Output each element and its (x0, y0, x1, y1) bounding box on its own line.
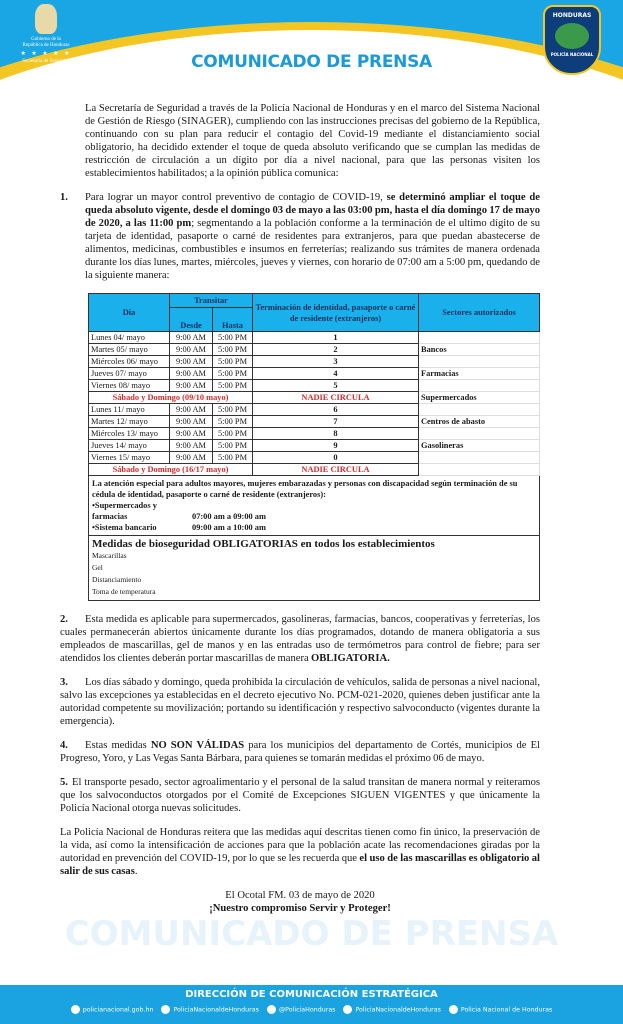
table-row (89, 356, 540, 368)
table-row (89, 404, 540, 416)
cell-sector: Gasolineras (419, 440, 540, 452)
text: para los municipios del departamento de Cortés, municipios de El Progreso, Yoro, y Las Vegas Santa Bárbara, para quienes se tomarán medidas el próximo 06 de mayo. (60, 740, 540, 764)
text: ; segmentando a la población conforme a la terminación de el ultimo dígito de su tarjeta de identidad, pasaporte o carné de residentes para extranjeros, para que puedan abastecerse de alimentos, medicinas, combustibles e insumos en ferreterías; realizando sus trámites de manera ordenada durante los días lunes, martes, miércoles, jueves y viernes, con horario de 07:00 am a 5:00 pm, quedando de la siguiente manera: (85, 218, 540, 281)
col-header-dia: Dia (89, 294, 170, 332)
table-row (89, 344, 540, 356)
cell-hasta: 5:00 PM (213, 452, 253, 464)
signature (60, 889, 540, 915)
cell-desde: 9:00 AM (170, 368, 213, 380)
text: Los días sábado y domingo, queda prohibida la circulación de vehículos, salida de personas a nivel nacional, salvo las excepciones ya establecidas en el decreto ejecutivo No. PCM-021-2020, quienes deben justificar ante la autoridad competente su movilización; portando su identificación y respectivo salvoconducto (vigentes durante la emergencia). (60, 677, 540, 727)
item-2 (60, 613, 540, 665)
cell-desde: 9:00 AM (170, 416, 213, 428)
cell-term: 6 (253, 404, 419, 416)
table-row (89, 428, 540, 440)
item-paragraph (85, 191, 540, 282)
table-row (89, 380, 540, 392)
cell-sector (419, 356, 540, 368)
page-title: COMUNICADO DE PRENSA (191, 52, 432, 72)
cell-hasta: 5:00 PM (213, 332, 253, 344)
cell-hasta: 5:00 PM (213, 356, 253, 368)
cell-desde: 9:00 AM (170, 452, 213, 464)
twitter-icon (267, 1005, 276, 1014)
cell-term: NADIE CIRCULA (253, 392, 419, 404)
badge-emblem-icon (555, 23, 589, 49)
item-paragraph (60, 613, 540, 665)
cell-desde: 9:00 AM (170, 440, 213, 452)
cell-dia: Viernes 08/ mayo (89, 380, 170, 392)
watermark: COMUNICADO DE PRENSA (64, 914, 559, 954)
cell-weekend: Sábado y Domingo (16/17 mayo) (89, 464, 253, 476)
text: Para lograr un mayor control preventivo de contagio de COVID-19, (85, 192, 387, 203)
cell-desde: 9:00 AM (170, 380, 213, 392)
cell-hasta: 5:00 PM (213, 368, 253, 380)
social-link[interactable] (71, 1005, 154, 1014)
intro-paragraph (60, 102, 540, 180)
biosecurity-item: Distanciamiento (92, 575, 142, 584)
social-links (0, 1005, 623, 1014)
bold-text: se determinó ampliar el toque de queda absoluto vigente, desde el domingo 03 de mayo a las 03:00 pm, hasta el día domingo 17 de mayo de 2020, a las 11:00 pm (85, 192, 540, 229)
biosecurity-item: Gel (92, 563, 103, 572)
cell-dia: Viernes 15/ mayo (89, 452, 170, 464)
footer-title: DIRECCIÓN DE COMUNICACIÓN ESTRATÉGICA (185, 989, 438, 1000)
cell-weekend: Sábado y Domingo (09/10 mayo) (89, 392, 253, 404)
bold-text: el uso de las mascarillas es obligatorio al salir de sus casas (60, 853, 540, 877)
social-link[interactable] (343, 1005, 440, 1014)
closing-paragraph (60, 826, 540, 878)
special-time: 09:00 am a 10:00 am (192, 523, 266, 532)
social-link[interactable] (449, 1005, 552, 1014)
col-header-terminacion: Terminación de identidad, pasaporte o carné de residente (extranjeros) (253, 294, 419, 332)
table-row (89, 440, 540, 452)
coat-of-arms-icon (35, 4, 57, 34)
cell-desde: 9:00 AM (170, 404, 213, 416)
web-icon (71, 1005, 80, 1014)
special-time: 07:00 am a 09:00 am (192, 512, 266, 521)
gov-line: Secretaría de Seguridad (22, 59, 70, 64)
cell-sector (419, 332, 540, 344)
table-row (89, 452, 540, 464)
social-link-label: PoliciaNacionaldeHonduras (173, 1006, 259, 1014)
cell-dia: Miércoles 06/ mayo (89, 356, 170, 368)
table-row-weekend (89, 392, 540, 404)
cell-desde: 9:00 AM (170, 344, 213, 356)
facebook-icon (161, 1005, 170, 1014)
social-link[interactable] (267, 1005, 336, 1014)
item-number: 1. (60, 192, 68, 203)
cell-sector (419, 428, 540, 440)
bold-text: OBLIGATORIA. (310, 653, 390, 664)
gov-line: República de Honduras (22, 43, 70, 48)
text: Esta medida es aplicable para supermercados, gasolineras, farmacias, bancos, cooperativas y ferreterías, los cuales permanecerán abiertos únicamente durante los días programados, dotando de manera obligatoria a sus empleados de mascarillas, gel de manos y en las entradas uso de termómetros para control de fiebre; para ser atendidos los clientes deberán portar mascarillas de manera (60, 614, 540, 664)
cell-dia: Lunes 04/ mayo (89, 332, 170, 344)
biosecurity-item: Mascarillas (92, 551, 127, 560)
table-row (89, 368, 540, 380)
col-header-sectores: Sectores autorizados (419, 294, 540, 332)
document-body (60, 102, 559, 954)
biosecurity-title: Medidas de bioseguridad OBLIGATORIAS en todos los establecimientos (92, 538, 435, 550)
col-header-hasta: Hasta (213, 308, 253, 332)
social-link-label: policianacional.gob.hn (82, 1006, 154, 1014)
text: El transporte pesado, sector agroalimentario y el personal de la salud transitan de manera normal y reiteramos que los salvoconductos otorgados por el Comité de Excepciones SIGUEN VIGENTES y que únicamente la Policía Nacional otorga nuevas solicitudes. (60, 777, 540, 814)
cell-sector: Centros de abasto (419, 416, 540, 428)
cell-hasta: 5:00 PM (213, 344, 253, 356)
item-paragraph (60, 676, 540, 728)
special-label: •Supermercados y farmacias (92, 501, 157, 521)
youtube-icon (343, 1005, 352, 1014)
cell-sector (419, 464, 540, 476)
text: La Policía Nacional de Honduras reitera que las medidas aquí descritas tienen como fin único, la preservación de la vida, así como la intensificación de acciones para que la población acate las recomendaciones giradas por la autoridad en prevención del COVID-19, por lo que se les recuerda que (60, 827, 540, 864)
cell-desde: 9:00 AM (170, 332, 213, 344)
cell-dia: Jueves 14/ mayo (89, 440, 170, 452)
cell-hasta: 5:00 PM (213, 404, 253, 416)
cell-dia: Miércoles 13/ mayo (89, 428, 170, 440)
special-attention-cell (89, 476, 540, 536)
biosecurity-item: Toma de temperatura (92, 587, 156, 596)
col-header-transitar: Transitar (170, 294, 253, 308)
social-link-label: Policia Nacional de Honduras (460, 1006, 553, 1014)
cell-sector: Bancos (419, 344, 540, 356)
cell-hasta: 5:00 PM (213, 416, 253, 428)
cell-term: 7 (253, 416, 419, 428)
cell-term: 4 (253, 368, 419, 380)
badge-text: POLICÍA NACIONAL (550, 52, 594, 57)
cell-term: 9 (253, 440, 419, 452)
text: La Secretaría de Seguridad a través de la Policía Nacional de Honduras y en el marco del Sistema Nacional de Gestión de Riesgo (SINAGER), cumpliendo con las instrucciones precisas del gobierno de la República, continuando con su plan para reducir el contagio del Covid-19 mediante el distanciamiento social obligatorio, ha decidido extender el toque de queda absoluto verificando que se cumplan las medidas de restricción de circulación a un dígito por día a nivel nacional, para que las personas visiten los establecimientos habilitados; a la opinión pública comunica: (85, 103, 540, 179)
cell-sector (419, 404, 540, 416)
schedule-table (88, 293, 540, 601)
item-number: 3. (60, 677, 68, 688)
cell-sector: Supermercados (419, 392, 540, 404)
cell-dia: Jueves 07/ mayo (89, 368, 170, 380)
place-date: El Ocotal FM. 03 de mayo de 2020 (225, 890, 375, 901)
footer-banner (0, 985, 623, 1024)
police-badge-logo (543, 5, 601, 75)
item-paragraph (60, 776, 540, 815)
special-label: •Sistema bancario (92, 523, 157, 532)
item-number: 5. (60, 777, 68, 788)
cell-sector: Farmacias (419, 368, 540, 380)
social-link-label: @PoliciaHonduras (278, 1006, 336, 1014)
item-1 (60, 191, 540, 282)
cell-dia: Martes 12/ mayo (89, 416, 170, 428)
item-3 (60, 676, 540, 728)
cell-term: 3 (253, 356, 419, 368)
item-paragraph (60, 739, 540, 765)
bold-text: NO SON VÁLIDAS (150, 740, 245, 751)
table-row (89, 332, 540, 344)
cell-term: 2 (253, 344, 419, 356)
stars: ★ ★ ★ ★ ★ (20, 51, 72, 57)
cell-desde: 9:00 AM (170, 356, 213, 368)
cell-term: 1 (253, 332, 419, 344)
social-link-label: PoliciaNacionaldeHonduras (355, 1006, 441, 1014)
cell-term: 0 (253, 452, 419, 464)
table-row (89, 416, 540, 428)
item-number: 2. (60, 614, 68, 625)
cell-term: NADIE CIRCULA (253, 464, 419, 476)
cell-term: 8 (253, 428, 419, 440)
biosecurity-cell (89, 536, 540, 601)
instagram-icon (449, 1005, 458, 1014)
social-link[interactable] (161, 1005, 258, 1014)
header-banner (0, 0, 623, 100)
text: . (134, 866, 138, 877)
cell-hasta: 5:00 PM (213, 440, 253, 452)
table-row-weekend (89, 464, 540, 476)
cell-sector (419, 452, 540, 464)
cell-dia: Lunes 11/ mayo (89, 404, 170, 416)
cell-hasta: 5:00 PM (213, 380, 253, 392)
cell-term: 5 (253, 380, 419, 392)
motto: ¡Nuestro compromiso Servir y Proteger! (209, 903, 391, 914)
cell-hasta: 5:00 PM (213, 428, 253, 440)
item-5 (60, 776, 540, 815)
cell-sector (419, 380, 540, 392)
col-header-desde: Desde (170, 308, 213, 332)
gov-line: Gobierno de la (31, 37, 61, 42)
cell-desde: 9:00 AM (170, 428, 213, 440)
special-attention-text: La atención especial para adultos mayores, mujeres embarazadas y personas con discapacidad según terminación de su cédula de identidad, pasaporte o carné de residente (extranjeros): (92, 479, 518, 499)
item-number: 4. (60, 740, 68, 751)
text: Estas medidas (85, 740, 151, 751)
item-4 (60, 739, 540, 765)
cell-dia: Martes 05/ mayo (89, 344, 170, 356)
badge-text: HONDURAS (552, 12, 592, 19)
